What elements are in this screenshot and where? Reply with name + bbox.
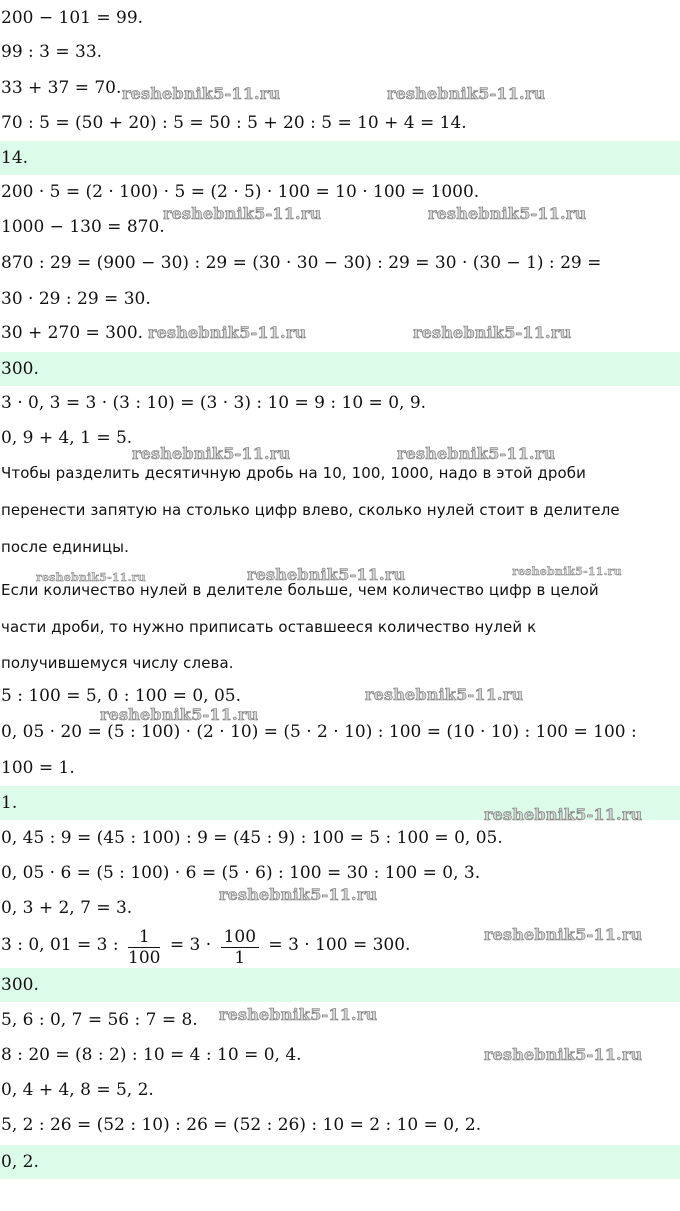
solution-line: 30 + 270 = 300. [1,323,144,343]
answer-row: 300. [0,968,680,1002]
solution-line: 5, 6 : 0, 7 = 56 : 7 = 8. [1,1010,198,1030]
rule-text: Если количество нулей в делителе больше, чем количество цифр в целой [1,581,599,599]
solution-line: 33 + 37 = 70. [1,78,122,98]
solution-line: 100 = 1. [1,758,75,778]
solution-line: 0, 9 + 4, 1 = 5. [1,428,133,448]
fraction-1-100 [128,927,160,964]
watermark: reshebnik5-11.ru [247,565,406,584]
answer-row: 0, 2. [0,1145,680,1179]
watermark: reshebnik5-11.ru [365,685,524,704]
expression-part: = 3 · [169,935,212,955]
answer-row: 1. [0,786,680,820]
rule-text: получившемуся числу слева. [1,654,234,672]
fraction-denominator: 100 [128,948,161,964]
watermark: reshebnik5-11.ru [163,204,322,223]
solution-line: 3 · 0, 3 = 3 · (3 : 10) = (3 · 3) : 10 = 9 : 10 = 0, 9. [1,393,427,413]
solution-line: 8 : 20 = (8 : 2) : 10 = 4 : 10 = 0, 4. [1,1045,302,1065]
answer-row: 300. [0,352,680,386]
expression-part: 3 : 0, 01 = 3 : [1,935,119,955]
solution-line: 5, 2 : 26 = (52 : 10) : 26 = (52 : 26) : 10 = 2 : 10 = 0, 2. [1,1115,482,1135]
watermark: reshebnik5-11.ru [484,1045,643,1064]
watermark: reshebnik5-11.ru [36,571,146,584]
watermark: reshebnik5-11.ru [484,925,643,944]
rule-text: части дроби, то нужно приписать оставшееся количество нулей к [1,618,537,636]
fraction-100-1 [221,927,259,964]
solution-line: 0, 3 + 2, 7 = 3. [1,898,133,918]
watermark: reshebnik5-11.ru [100,705,259,724]
watermark: reshebnik5-11.ru [413,323,572,342]
solution-line: 0, 45 : 9 = (45 : 100) : 9 = (45 : 9) : 100 = 5 : 100 = 0, 05. [1,828,503,848]
expression-part: = 3 · 100 = 300. [268,935,411,955]
watermark: reshebnik5-11.ru [219,885,378,904]
watermark: reshebnik5-11.ru [122,84,281,103]
solution-line: 0, 4 + 4, 8 = 5, 2. [1,1080,154,1100]
watermark: reshebnik5-11.ru [397,444,556,463]
fraction-numerator: 1 [128,927,160,948]
solution-line: 0, 05 · 20 = (5 : 100) · (2 · 10) = (5 · 2 · 10) : 100 = (10 · 10) : 100 = 100 : [1,722,637,742]
watermark: reshebnik5-11.ru [148,323,307,342]
watermark: reshebnik5-11.ru [428,204,587,223]
solution-line: 70 : 5 = (50 + 20) : 5 = 50 : 5 + 20 : 5 = 10 + 4 = 14. [1,113,467,133]
watermark: reshebnik5-11.ru [512,565,622,578]
solution-line: 200 · 5 = (2 · 100) · 5 = (2 · 5) · 100 = 10 · 100 = 1000. [1,182,480,202]
rule-text: перенести запятую на столько цифр влево, сколько нулей стоит в делителе [1,501,620,519]
watermark: reshebnik5-11.ru [132,444,291,463]
answer-row: 14. [0,141,680,175]
solution-line: 0, 05 · 6 = (5 : 100) · 6 = (5 · 6) : 100 = 30 : 100 = 0, 3. [1,863,481,883]
watermark: reshebnik5-11.ru [484,805,643,824]
fraction-denominator: 1 [234,948,246,964]
fraction-numerator: 100 [221,927,259,948]
rule-text: после единицы. [1,538,129,556]
solution-line: 870 : 29 = (900 − 30) : 29 = (30 · 30 − 30) : 29 = 30 · (30 − 1) : 29 = [1,253,602,273]
rule-text: Чтобы разделить десятичную дробь на 10, 100, 1000, надо в этой дроби [1,464,586,482]
solution-line: 5 : 100 = 5, 0 : 100 = 0, 05. [1,686,241,706]
watermark: reshebnik5-11.ru [219,1005,378,1024]
solution-line: 1000 − 130 = 870. [1,217,165,237]
solution-line: 200 − 101 = 99. [1,8,144,28]
solution-line: 99 : 3 = 33. [1,42,103,62]
watermark: reshebnik5-11.ru [387,84,546,103]
solution-line: 30 · 29 : 29 = 30. [1,289,151,309]
